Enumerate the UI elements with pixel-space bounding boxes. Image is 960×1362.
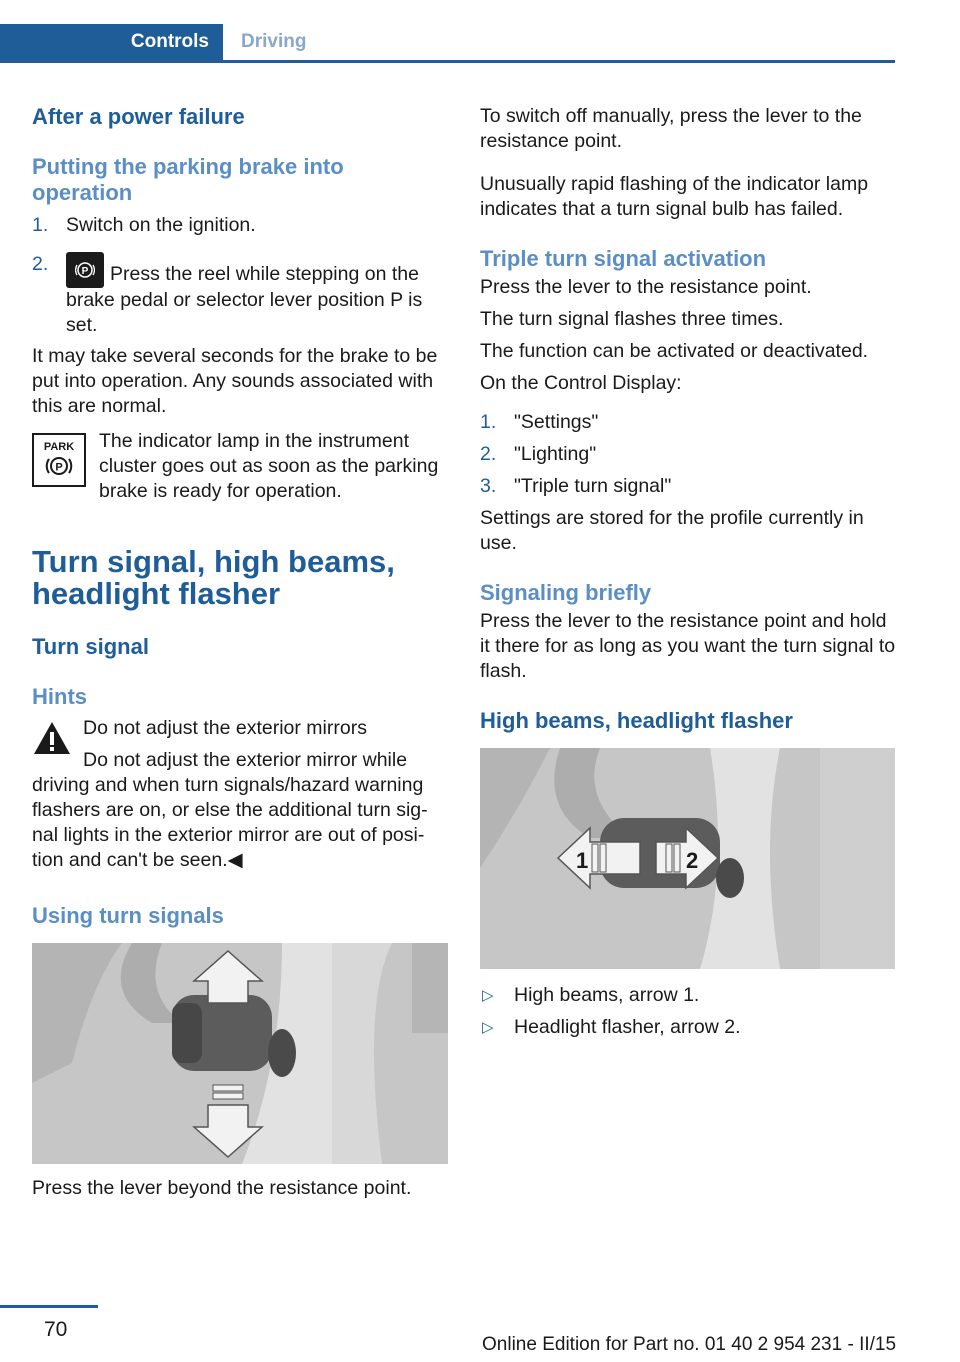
- heading-high-beams: High beams, headlight flasher: [480, 708, 793, 733]
- paragraph-control-display: On the Control Display:: [480, 372, 682, 394]
- menu-text: "Settings": [514, 411, 599, 433]
- menu-number: 2.: [480, 443, 497, 465]
- hint-title: Do not adjust the exterior mirrors: [83, 717, 367, 739]
- footer-divider: [0, 1305, 98, 1308]
- header-tabs: [0, 24, 895, 62]
- tab-controls[interactable]: Controls: [0, 24, 223, 60]
- list-item: [480, 1015, 896, 1040]
- step-number: 1.: [32, 214, 49, 236]
- step-number: 2.: [32, 253, 49, 275]
- paragraph-switch-off: To switch off manually, press the lever to the resistance point.: [480, 105, 862, 152]
- heading-signaling-briefly: Signaling briefly: [480, 580, 652, 605]
- parking-steps-list: [32, 213, 448, 338]
- heading-parking-brake-operation: Putting the parking brake into operation: [32, 154, 344, 205]
- list-item: [480, 442, 896, 467]
- lever-horizontal-arrows-image: [480, 748, 895, 969]
- paragraph-press-resistance: Press the lever to the resistance point.: [480, 276, 812, 298]
- triangle-bullet-icon: ▷: [482, 987, 494, 1004]
- high-beams-bullets: [480, 983, 896, 1040]
- heading-turn-signal-main: Turn signal, high beams, headlight flasher: [32, 544, 395, 611]
- triangle-bullet-icon: ▷: [482, 1019, 494, 1036]
- list-item: [480, 410, 896, 435]
- right-column: [480, 100, 896, 1040]
- paragraph-function: The function can be activated or deactivated.: [480, 340, 869, 362]
- park-label: PARK: [43, 441, 75, 453]
- menu-text: "Triple turn signal": [514, 475, 672, 497]
- arrow-1-label: 1: [576, 848, 589, 873]
- parking-circle-icon: [45, 454, 73, 478]
- paragraph-settings-stored: Settings are stored for the profile currently in use.: [480, 507, 864, 554]
- bullet-text: Headlight flasher, arrow 2.: [514, 1016, 741, 1038]
- edition-info: Online Edition for Part no. 01 40 2 954 231 - II/15: [482, 1334, 897, 1355]
- paragraph-rapid-flashing: Unusually rapid flashing of the indicator lamp indicates that a turn signal bulb has failed.: [480, 173, 869, 220]
- heading-turn-signal: Turn signal: [32, 634, 149, 659]
- indicator-text: The indicator lamp in the instrument cluster goes out as soon as the parking brake is ready for operation.: [99, 430, 439, 502]
- hint-body: Do not adjust the exterior mirror while driving and when turn signals/hazard warning flashers are on, or else the additional turn sig-nal lights in the exterior mirror are out of posi-tion and can't be seen.◀: [32, 749, 428, 871]
- svg-text:P: P: [55, 461, 63, 474]
- page-number: 70: [44, 1318, 68, 1341]
- bullet-text: High beams, arrow 1.: [514, 984, 700, 1006]
- list-item: [32, 213, 448, 238]
- heading-after-power-failure: After a power failure: [32, 104, 245, 129]
- settings-menu-list: [480, 410, 896, 499]
- list-item: [480, 983, 896, 1008]
- heading-using-turn-signals: Using turn signals: [32, 903, 224, 928]
- step-text: Press the reel while stepping on the brake pedal or selector lever position P is set.: [66, 263, 423, 336]
- menu-number: 1.: [480, 411, 497, 433]
- high-beams-lever-illustration: [480, 748, 895, 969]
- parking-symbol-icon: [75, 260, 95, 280]
- turn-signal-lever-illustration: [32, 943, 448, 1164]
- caption-press-lever: Press the lever beyond the resistance point.: [32, 1177, 412, 1199]
- arrow-2-label: 2: [686, 848, 699, 873]
- heading-hints: Hints: [32, 684, 87, 709]
- menu-number: 3.: [480, 475, 497, 497]
- left-column: [32, 100, 448, 1201]
- step-text: Switch on the ignition.: [66, 214, 256, 236]
- paragraph-hold-lever: Press the lever to the resistance point and hold it there for as long as you want the turn signal to flash.: [480, 610, 896, 682]
- tab-driving[interactable]: Driving: [241, 31, 307, 52]
- park-indicator-icon: [32, 433, 86, 487]
- lever-vertical-arrows-image: [32, 943, 448, 1164]
- parking-brake-button-icon: [66, 252, 104, 288]
- list-item: [32, 252, 448, 338]
- indicator-note: [32, 430, 448, 502]
- paragraph-flashes-three: The turn signal flashes three times.: [480, 308, 784, 330]
- warning-icon: [32, 720, 72, 756]
- hint-block: [32, 716, 448, 873]
- heading-triple-turn-signal: Triple turn signal activation: [480, 246, 767, 271]
- svg-text:P: P: [81, 266, 89, 277]
- list-item: [480, 474, 896, 499]
- paragraph-seconds: It may take several seconds for the brake to be put into operation. Any sounds associated with this are normal.: [32, 345, 438, 417]
- menu-text: "Lighting": [514, 443, 597, 465]
- header-divider: [0, 60, 895, 63]
